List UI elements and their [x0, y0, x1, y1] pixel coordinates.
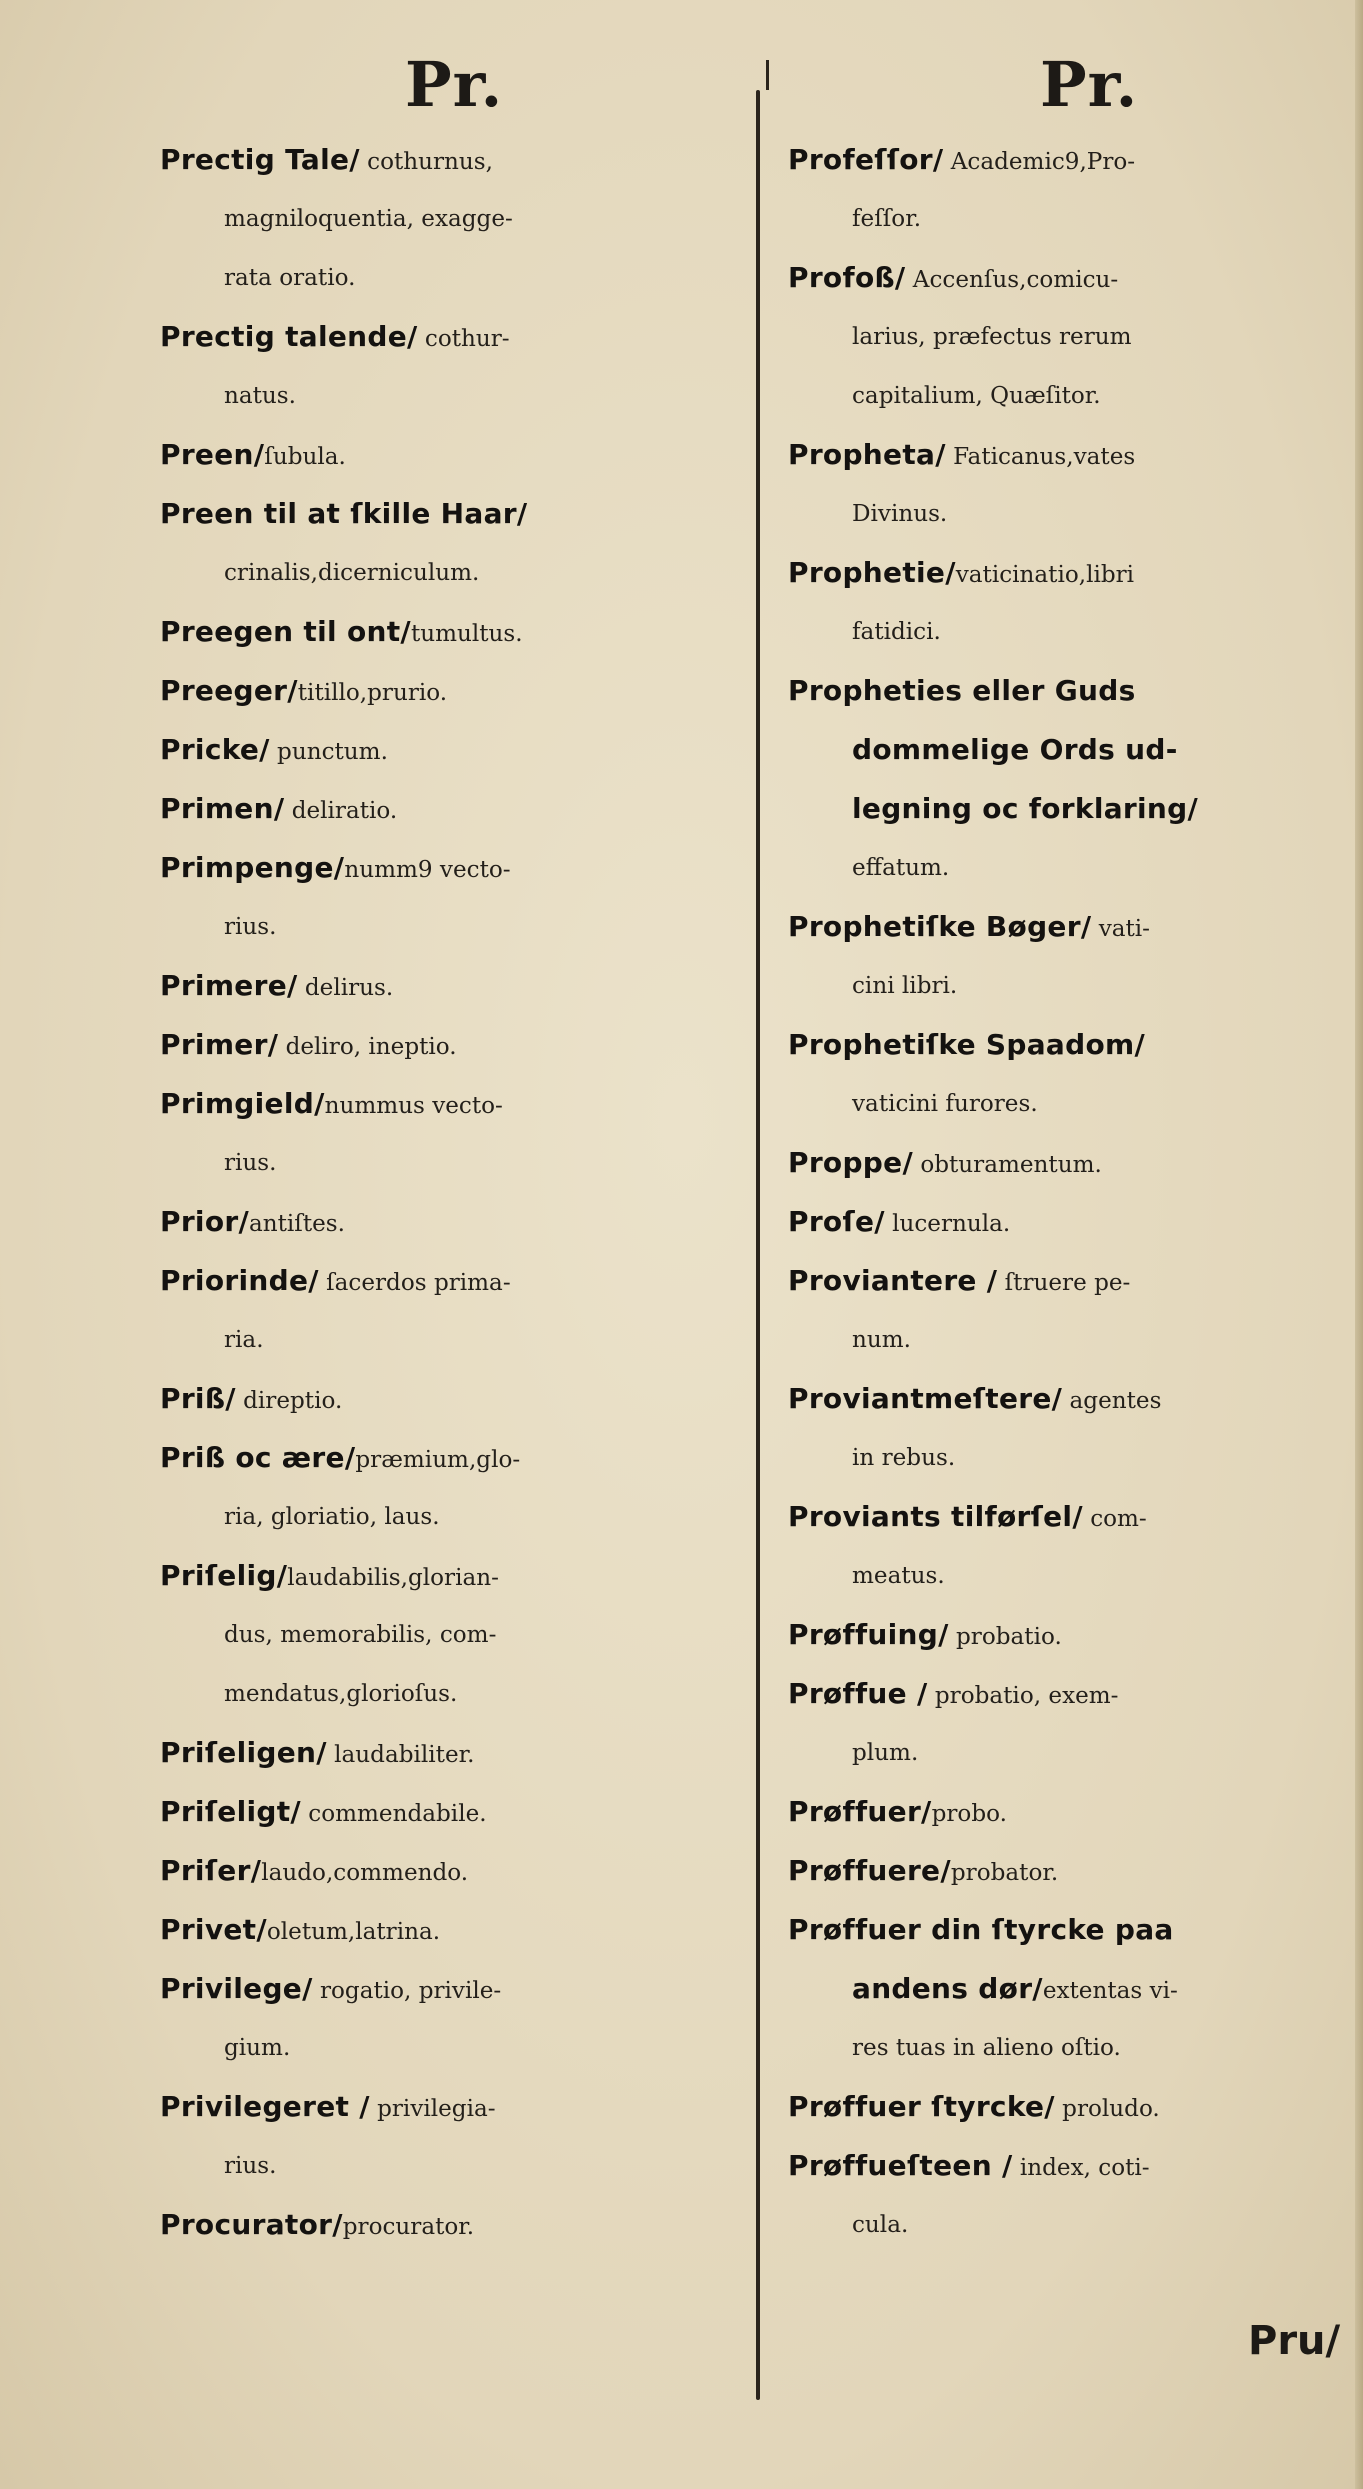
headword: Prøffue / — [788, 1677, 928, 1710]
headword: Privilege/ — [160, 1972, 313, 2005]
dictionary-entry — [160, 661, 760, 720]
gloss: larius, præfectus rerum — [852, 324, 1132, 350]
gloss: rius. — [224, 2153, 277, 2179]
page-edge — [1355, 0, 1363, 2489]
entry-line — [160, 307, 760, 366]
gloss: cini libri. — [852, 973, 958, 999]
gloss: num. — [852, 1327, 911, 1353]
gloss: fatidici. — [852, 619, 941, 645]
dictionary-entry — [160, 1369, 760, 1428]
entry-line — [788, 1015, 1348, 1074]
gloss: Academic9,Pro- — [943, 149, 1136, 175]
gloss: rata oratio. — [224, 265, 356, 291]
headword: Prøffuer ſtyrcke/ — [788, 2090, 1055, 2123]
entry-line — [160, 720, 760, 779]
gloss: deliro, ineptio. — [278, 1034, 457, 1060]
gloss: delirus. — [297, 975, 394, 1001]
dictionary-entry — [788, 1487, 1348, 1605]
entry-line — [160, 1133, 760, 1192]
gloss: titillo,prurio. — [297, 680, 448, 706]
entry-line — [788, 1487, 1348, 1546]
gloss: cothurnus, — [359, 149, 493, 175]
gloss: magniloquentia, exagge- — [224, 206, 513, 232]
entry-line — [160, 2136, 760, 2195]
entry-line — [160, 248, 760, 307]
headword: Pricke/ — [160, 733, 270, 766]
gloss: laudabilis,glorian- — [287, 1565, 499, 1591]
entry-line — [160, 602, 760, 661]
headword: Proviants tilførſel/ — [788, 1500, 1083, 1533]
entry-line — [160, 543, 760, 602]
gloss: ſubula. — [264, 444, 346, 470]
dictionary-entry — [788, 1015, 1348, 1133]
dictionary-entry — [788, 1841, 1348, 1900]
entry-line — [160, 1251, 760, 1310]
dictionary-entry — [160, 1782, 760, 1841]
dictionary-entry — [788, 2077, 1348, 2136]
entry-line — [160, 2018, 760, 2077]
headword: Primere/ — [160, 969, 298, 1002]
entry-line — [788, 189, 1348, 248]
dictionary-entry — [160, 838, 760, 956]
dictionary-entry — [788, 2136, 1348, 2254]
headword: Prectig talende/ — [160, 320, 418, 353]
entry-line — [788, 1369, 1348, 1428]
entry-line — [160, 1192, 760, 1251]
dictionary-entry — [788, 1900, 1348, 2077]
gloss: procurator. — [342, 2214, 475, 2240]
gloss: effatum. — [852, 855, 950, 881]
gloss: ſtruere pe- — [997, 1270, 1131, 1296]
dictionary-entry — [160, 1723, 760, 1782]
headword: Priß/ — [160, 1382, 236, 1415]
entry-line — [160, 1782, 760, 1841]
gloss: oletum,latrina. — [266, 1919, 441, 1945]
gloss: præmium,glo- — [355, 1447, 521, 1473]
gloss: meatus. — [852, 1563, 945, 1589]
headword: Priß oc ære/ — [160, 1441, 356, 1474]
gloss: ria. — [224, 1327, 264, 1353]
headword: dommelige Ords ud- — [852, 733, 1178, 766]
headword: Privet/ — [160, 1913, 267, 1946]
dictionary-entry — [788, 130, 1348, 248]
headword: Prophetiſke Bøger/ — [788, 910, 1092, 943]
gloss: agentes — [1062, 1388, 1162, 1414]
gloss: deliratio. — [284, 798, 398, 824]
gloss: lucernula. — [884, 1211, 1011, 1237]
headword: Proviantere / — [788, 1264, 998, 1297]
dictionary-entry — [160, 307, 760, 425]
entry-line — [160, 779, 760, 838]
entry-line — [788, 720, 1348, 779]
left-column — [160, 130, 760, 2254]
headword: Prøffuing/ — [788, 1618, 949, 1651]
dictionary-entry — [788, 1605, 1348, 1664]
gloss: laudo,commendo. — [261, 1860, 469, 1886]
headword: Preeger/ — [160, 674, 298, 707]
headword: Primer/ — [160, 1028, 279, 1061]
dictionary-entry — [788, 1251, 1348, 1369]
entry-line — [788, 1133, 1348, 1192]
headword: legning oc forklaring/ — [852, 792, 1199, 825]
header-right: Pr. — [1040, 48, 1139, 121]
gloss: probatio, exem- — [927, 1683, 1119, 1709]
entry-line — [160, 1015, 760, 1074]
gloss: nummus vecto- — [324, 1093, 503, 1119]
gloss: vati- — [1091, 916, 1150, 942]
entry-line — [160, 1605, 760, 1664]
headword: Profoß/ — [788, 261, 906, 294]
entry-line — [788, 1251, 1348, 1310]
gloss: natus. — [224, 383, 296, 409]
headword: Primgield/ — [160, 1087, 325, 1120]
dictionary-entry — [160, 1251, 760, 1369]
entry-line — [788, 1605, 1348, 1664]
entry-line — [160, 1074, 760, 1133]
gloss: cula. — [852, 2212, 909, 2238]
gloss: vaticini furores. — [852, 1091, 1038, 1117]
headword: Prior/ — [160, 1205, 249, 1238]
dictionary-entry — [160, 1074, 760, 1192]
entry-line — [788, 1428, 1348, 1487]
entry-line — [160, 1546, 760, 1605]
gloss: ſacerdos prima- — [318, 1270, 511, 1296]
entry-line — [788, 543, 1348, 602]
gloss: Divinus. — [852, 501, 948, 527]
dictionary-entry — [160, 602, 760, 661]
entry-line — [788, 2195, 1348, 2254]
dictionary-entry — [160, 1841, 760, 1900]
gloss: in rebus. — [852, 1445, 956, 1471]
entry-line — [160, 1664, 760, 1723]
headword: Propheties eller Guds — [788, 674, 1136, 707]
dictionary-entry — [160, 956, 760, 1015]
entry-line — [788, 779, 1348, 838]
dictionary-entry — [160, 2077, 760, 2195]
gloss: rogatio, privile- — [312, 1978, 502, 2004]
gloss: commendabile. — [300, 1801, 487, 1827]
headword: Procurator/ — [160, 2208, 343, 2241]
gloss: ria, gloriatio, laus. — [224, 1504, 440, 1530]
gloss: extentas vi- — [1042, 1978, 1178, 2004]
entry-line — [160, 189, 760, 248]
entry-line — [160, 484, 760, 543]
gloss: crinalis,dicerniculum. — [224, 560, 480, 586]
gloss: res tuas in alieno oſtio. — [852, 2035, 1121, 2061]
gloss: probatio. — [948, 1624, 1062, 1650]
entry-line — [788, 366, 1348, 425]
entry-line — [788, 1723, 1348, 1782]
headword: Prophetie/ — [788, 556, 956, 589]
headword: Privilegeret / — [160, 2090, 370, 2123]
gloss: direptio. — [235, 1388, 343, 1414]
entry-line — [788, 2136, 1348, 2195]
entry-line — [160, 130, 760, 189]
gloss: vaticinatio,libri — [955, 562, 1135, 588]
headword: Proviantmeſtere/ — [788, 1382, 1063, 1415]
entry-line — [160, 366, 760, 425]
entry-line — [788, 1900, 1348, 1959]
entry-line — [788, 1841, 1348, 1900]
dictionary-entry — [788, 1782, 1348, 1841]
entry-line — [160, 1723, 760, 1782]
dictionary-entry — [160, 484, 760, 602]
headword: Priſelig/ — [160, 1559, 288, 1592]
dictionary-entry — [788, 897, 1348, 1015]
dictionary-entry — [788, 248, 1348, 425]
dictionary-entry — [160, 720, 760, 779]
headword: Proppe/ — [788, 1146, 913, 1179]
gloss: punctum. — [269, 739, 388, 765]
entry-line — [788, 602, 1348, 661]
dictionary-entry — [160, 1192, 760, 1251]
entry-line — [788, 956, 1348, 1015]
gloss: com- — [1082, 1506, 1147, 1532]
gloss: rius. — [224, 914, 277, 940]
gloss: dus, memorabilis, com- — [224, 1622, 497, 1648]
gloss: index, coti- — [1012, 2155, 1150, 2181]
headword: Profeſſor/ — [788, 143, 944, 176]
headword: Prøffueſteen / — [788, 2149, 1013, 2182]
gloss: tumultus. — [410, 621, 523, 647]
entry-line — [160, 1310, 760, 1369]
headword: Prøffuer/ — [788, 1795, 932, 1828]
entry-line — [160, 956, 760, 1015]
gloss: feſſor. — [852, 206, 922, 232]
gloss: numm9 vecto- — [344, 857, 511, 883]
dictionary-entry — [160, 1900, 760, 1959]
gloss: rius. — [224, 1150, 277, 1176]
headword: Prøffuer din ſtyrcke paa — [788, 1913, 1174, 1946]
entry-line — [160, 897, 760, 956]
dictionary-entry — [160, 1546, 760, 1723]
gloss: privilegia- — [369, 2096, 496, 2122]
headword: Preegen til ont/ — [160, 615, 411, 648]
entry-line — [160, 661, 760, 720]
catchword: Pru/ — [1248, 2318, 1341, 2364]
gloss: proludo. — [1054, 2096, 1160, 2122]
gloss: probator. — [950, 1860, 1059, 1886]
entry-line — [788, 1546, 1348, 1605]
headword: Prøffuere/ — [788, 1854, 951, 1887]
gloss: probo. — [931, 1801, 1007, 1827]
dictionary-entry — [160, 425, 760, 484]
entry-line — [788, 1959, 1348, 2018]
headword: Primen/ — [160, 792, 285, 825]
dictionary-entry — [788, 543, 1348, 661]
gloss: capitalium, Quæſitor. — [852, 383, 1101, 409]
dictionary-entry — [160, 779, 760, 838]
entry-line — [160, 1487, 760, 1546]
entry-line — [788, 1782, 1348, 1841]
dictionary-entry — [160, 2195, 760, 2254]
gloss: mendatus,glorioſus. — [224, 1681, 458, 1707]
gloss: gium. — [224, 2035, 291, 2061]
headword: Preen til at ſkille Haar/ — [160, 497, 528, 530]
headword: Preen/ — [160, 438, 265, 471]
entry-line — [788, 248, 1348, 307]
entry-line — [160, 425, 760, 484]
entry-line — [160, 2195, 760, 2254]
dictionary-entry — [788, 425, 1348, 543]
column-divider-top — [766, 60, 769, 90]
dictionary-entry — [788, 661, 1348, 897]
headword: Proſe/ — [788, 1205, 885, 1238]
entry-line — [788, 484, 1348, 543]
headword: Prectig Tale/ — [160, 143, 360, 176]
gloss: plum. — [852, 1740, 919, 1766]
entry-line — [788, 1664, 1348, 1723]
headword: andens dør/ — [852, 1972, 1043, 2005]
entry-line — [788, 661, 1348, 720]
entry-line — [160, 838, 760, 897]
entry-line — [788, 2018, 1348, 2077]
entry-line — [788, 130, 1348, 189]
dictionary-entry — [788, 1192, 1348, 1251]
entry-line — [788, 307, 1348, 366]
headword: Priſeligt/ — [160, 1795, 301, 1828]
dictionary-entry — [788, 1664, 1348, 1782]
entry-line — [788, 897, 1348, 956]
entry-line — [160, 1841, 760, 1900]
dictionary-entry — [160, 1959, 760, 2077]
headword: Priorinde/ — [160, 1264, 319, 1297]
gloss: Accenſus,comicu- — [905, 267, 1119, 293]
headword: Priſer/ — [160, 1854, 262, 1887]
entry-line — [788, 1192, 1348, 1251]
entry-line — [160, 1369, 760, 1428]
dictionary-entry — [160, 1015, 760, 1074]
entry-line — [160, 2077, 760, 2136]
gloss: cothur- — [417, 326, 510, 352]
entry-line — [788, 1074, 1348, 1133]
headword: Prophetiſke Spaadom/ — [788, 1028, 1145, 1061]
gloss: laudabiliter. — [326, 1742, 475, 1768]
gloss: obturamentum. — [912, 1152, 1102, 1178]
headword: Propheta/ — [788, 438, 946, 471]
entry-line — [160, 1959, 760, 2018]
entry-line — [160, 1900, 760, 1959]
dictionary-entry — [788, 1133, 1348, 1192]
dictionary-entry — [160, 130, 760, 307]
entry-line — [788, 425, 1348, 484]
gloss: antiſtes. — [249, 1211, 345, 1237]
entry-line — [788, 2077, 1348, 2136]
entry-line — [788, 838, 1348, 897]
gloss: Faticanus,vates — [945, 444, 1136, 470]
header-left: Pr. — [405, 48, 504, 121]
dictionary-entry — [788, 1369, 1348, 1487]
dictionary-entry — [160, 1428, 760, 1546]
entry-line — [160, 1428, 760, 1487]
right-column — [788, 130, 1348, 2254]
headword: Priſeligen/ — [160, 1736, 327, 1769]
headword: Primpenge/ — [160, 851, 345, 884]
entry-line — [788, 1310, 1348, 1369]
